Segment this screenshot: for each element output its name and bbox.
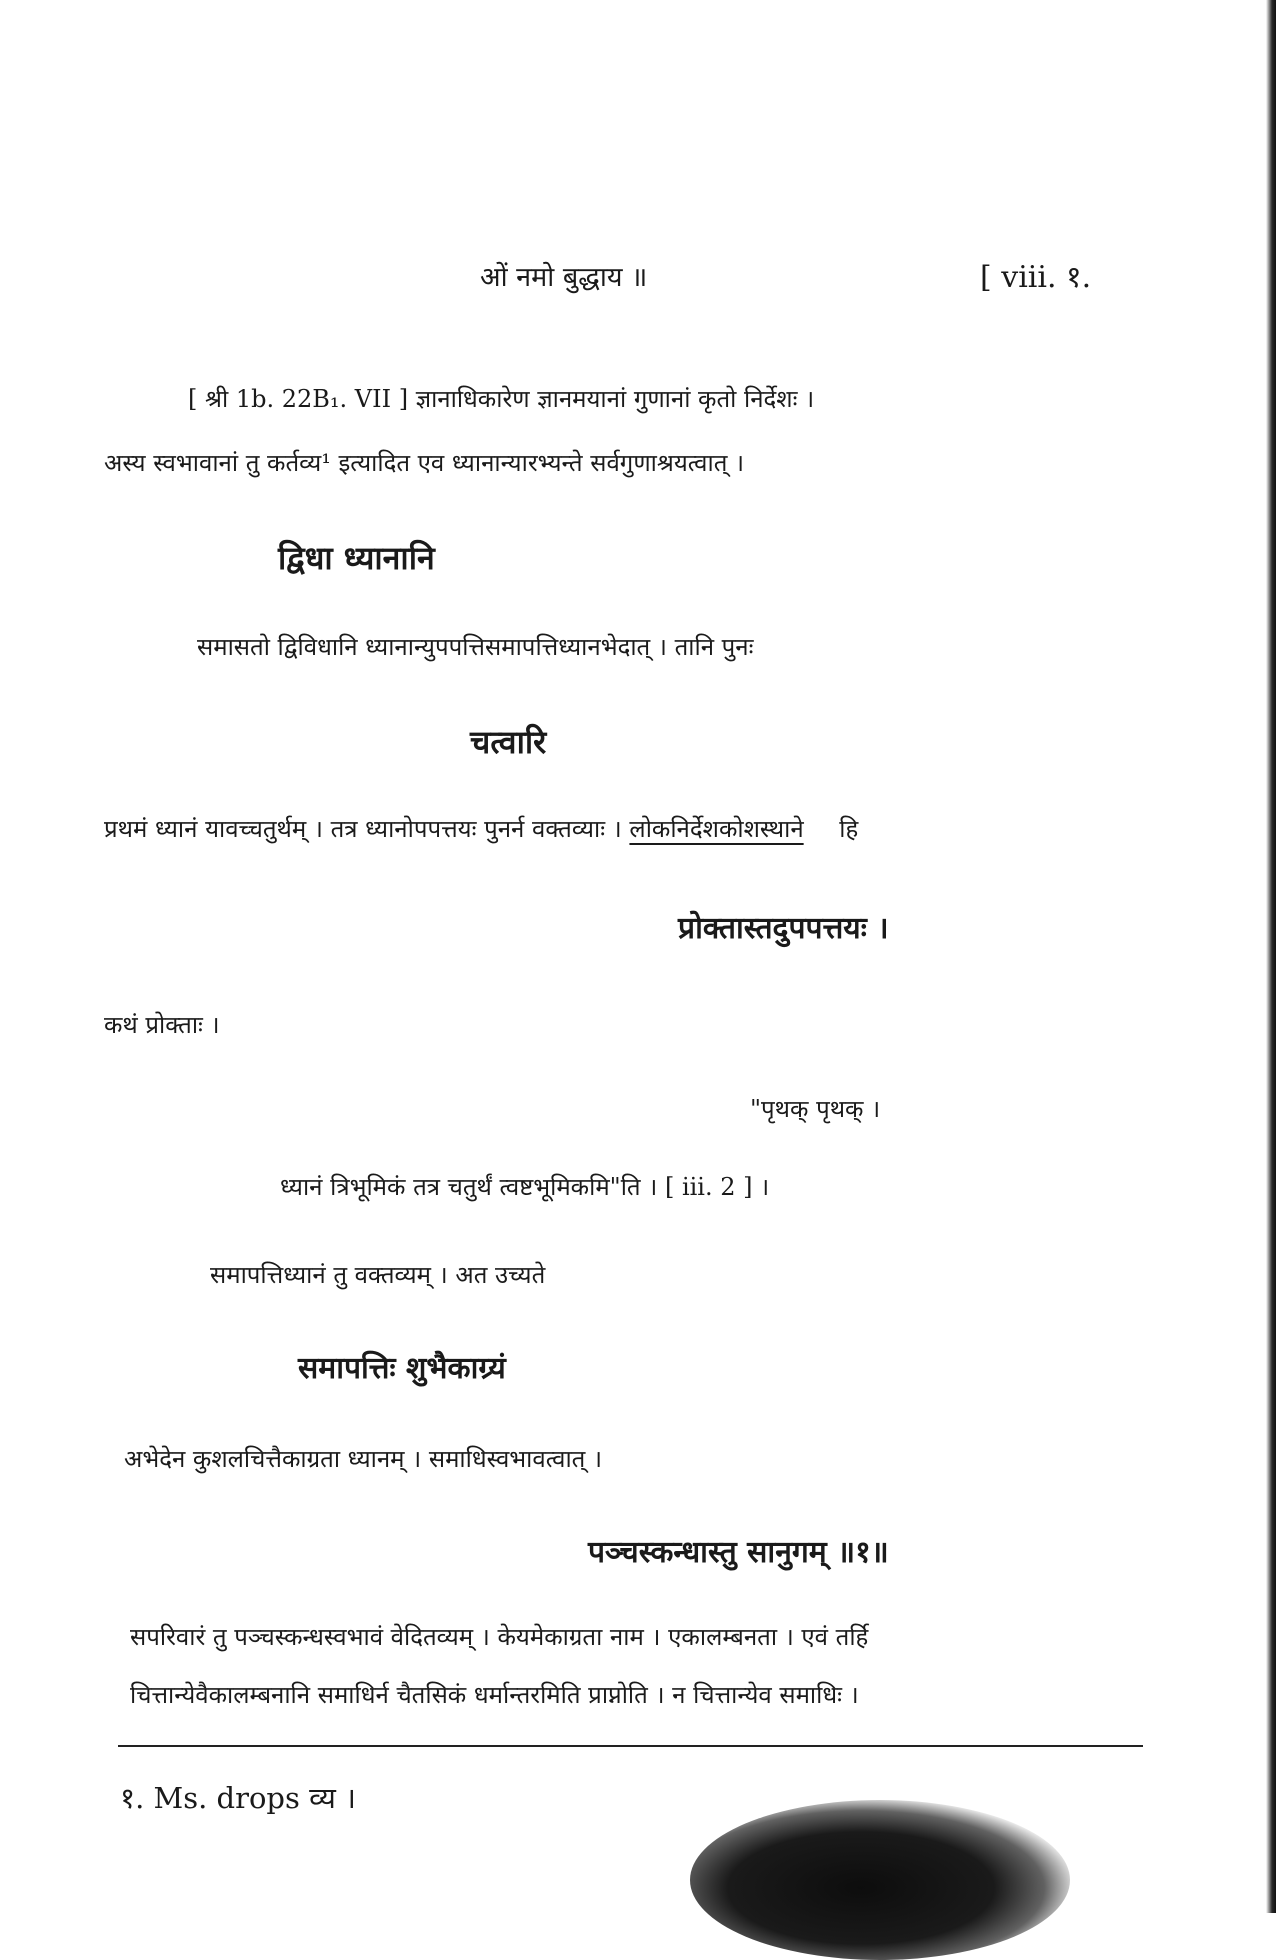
paragraph-7-line-1: सपरिवारं तु पञ्चस्कन्धस्वभावं वेदितव्यम् । केयमेकाग्रता नाम । एकालम्बनता । एवं तर्हि <box>130 1623 869 1651</box>
paragraph-1-line-2: अस्य स्वभावानां तु कर्तव्य¹ इत्यादित एव ध्यानान्यारभ्यन्ते सर्वगुणाश्रयत्वात् । <box>104 449 745 477</box>
paragraph-3-text: प्रथमं ध्यानं यावच्चतुर्थम् । तत्र ध्यानोपपत्तयः पुनर्न वक्तव्याः । <box>104 815 622 843</box>
page-header-title: ओं नमो बुद्धाय ॥ <box>480 262 648 293</box>
quote-line-2: ध्यानं त्रिभूमिकं तत्र चतुर्थं त्वष्टभूमिकमि"ति । [ iii. 2 ] । <box>280 1173 770 1201</box>
paragraph-2: समासतो द्विविधानि ध्यानान्युपपत्तिसमापत्तिध्यानभेदात् । तानि पुनः <box>197 633 754 661</box>
paragraph-4: कथं प्रोक्ताः । <box>104 1011 220 1039</box>
footnote-divider <box>118 1745 1143 1747</box>
page-edge-shadow <box>1266 0 1276 1913</box>
heading-catvari: चत्वारि <box>470 723 547 761</box>
paragraph-1-line-1: [ श्री 1b. 22B₁. VII ] ज्ञानाधिकारेण ज्ञानमयानां गुणानां कृतो निर्देशः । <box>188 385 815 413</box>
paragraph-7-line-2: चित्तान्येवैकालम्बनानि समाधिर्न चैतसिकं धर्मान्तरमिति प्राप्नोति । न चित्तान्येव समाधिः । <box>130 1681 859 1709</box>
paragraph-5: समापत्तिध्यानं तु वक्तव्यम् । अत उच्यते <box>210 1261 546 1289</box>
underlined-reference: लोकनिर्देशकोशस्थाने <box>629 815 804 843</box>
footnote: १. Ms. drops व्य । <box>120 1781 357 1815</box>
ink-smudge <box>690 1800 1070 1960</box>
paragraph-3 <box>104 812 858 845</box>
verse-samapatti: समापत्तिः शुभैकाग्र्यं <box>298 1351 506 1386</box>
section-reference: [ viii. १. <box>980 260 1092 295</box>
paragraph-6: अभेदेन कुशलचित्तैकाग्रता ध्यानम् । समाधिस्वभावत्वात् । <box>124 1445 603 1473</box>
verse-proktas: प्रोक्तास्तदुपपत्तयः । <box>678 911 889 946</box>
verse-panca-skandhas: पञ्चस्कन्धास्तु सानुगम् ॥१॥ <box>588 1535 889 1570</box>
heading-dvidha-dhyanani: द्विधा ध्यानानि <box>278 539 435 577</box>
paragraph-3-hi: हि <box>839 815 859 843</box>
quote-line-1: "पृथक् पृथक् । <box>750 1095 881 1123</box>
